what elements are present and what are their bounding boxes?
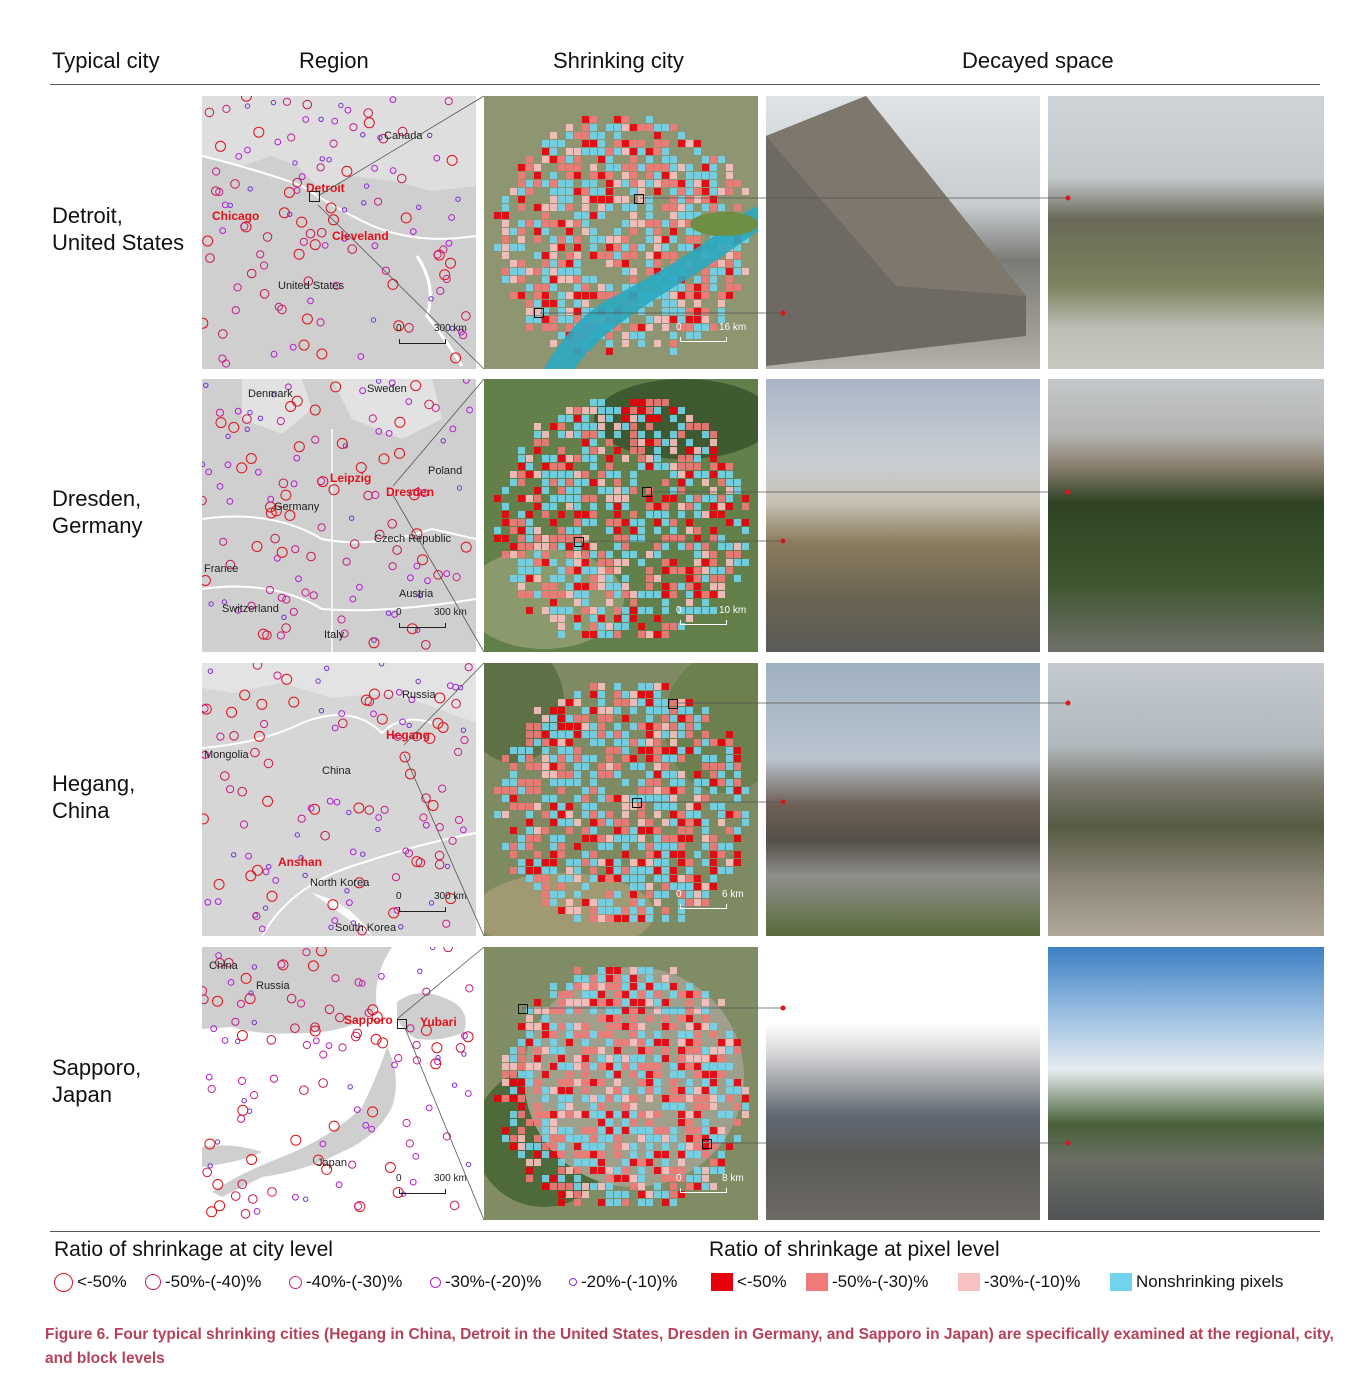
region-label: Russia: [256, 980, 290, 992]
legend-pixel-label: -30%-(-10)%: [984, 1272, 1081, 1291]
legend-city-label: -20%-(-10)%: [581, 1272, 678, 1291]
header-region: Region: [299, 48, 369, 73]
region-label: Poland: [428, 465, 463, 477]
scale-distance: 8 km: [722, 1173, 744, 1184]
scale-distance: 300 km: [434, 323, 467, 334]
region-label: Russia: [402, 689, 436, 701]
legend-city-item: [289, 1272, 402, 1292]
scale-distance: 16 km: [719, 322, 747, 333]
city-label-hegang: Hegang, China: [52, 771, 136, 823]
highlight-city-label: Sapporo: [344, 1013, 393, 1027]
region-label: Canada: [384, 130, 423, 142]
city-label-detroit: Detroit, United States: [52, 203, 185, 255]
header-decayed-space: Decayed space: [962, 48, 1114, 73]
city-label-sapporo: Sapporo, Japan: [52, 1055, 142, 1107]
scale-zero: 0: [396, 323, 402, 334]
region-label: Germany: [274, 501, 320, 513]
legend-rule: [50, 1231, 1320, 1232]
legend-city-item: [569, 1272, 677, 1292]
figure-caption: Figure 6. Four typical shrinking cities (Hegang in China, Detroit in the United States, Dresden in Germany, and Sapporo in Japan) are specifically examined at the regional, city, and block levels: [45, 1326, 1334, 1367]
scale-zero: 0: [396, 607, 402, 618]
circle-marker-icon: [289, 1276, 302, 1289]
legend-pixel-item: [806, 1272, 928, 1292]
legend-city-title: Ratio of shrinkage at city level: [54, 1238, 333, 1261]
legend-city-label: -50%-(-40)%: [165, 1272, 262, 1291]
swatch-icon: [806, 1273, 828, 1291]
region-label: Denmark: [248, 388, 293, 400]
swatch-icon: [1110, 1273, 1132, 1291]
highlight-city-label: Dresden: [386, 485, 435, 499]
scale-zero: 0: [396, 891, 402, 902]
scale-distance: 300 km: [434, 607, 467, 618]
region-label: France: [204, 563, 239, 575]
region-label: United States: [278, 280, 345, 292]
city-label-dresden: Dresden, Germany: [52, 486, 143, 538]
region-label: Mongolia: [204, 749, 249, 761]
region-label: North Korea: [310, 877, 370, 889]
scale-zero: 0: [676, 605, 682, 616]
highlight-city-label: Anshan: [278, 855, 323, 869]
scale-zero: 0: [396, 1173, 402, 1184]
region-label: China: [209, 960, 238, 972]
scale-zero: 0: [676, 322, 682, 333]
header-typical-city: Typical city: [52, 48, 160, 73]
circle-marker-icon: [54, 1273, 73, 1292]
legend-city-label: <-50%: [77, 1272, 127, 1291]
region-label: Italy: [324, 629, 345, 641]
legend-pixel-item: [711, 1272, 787, 1292]
circle-marker-icon: [569, 1278, 577, 1286]
legend-city-item: [54, 1272, 127, 1292]
swatch-icon: [711, 1273, 733, 1291]
circle-marker-icon: [430, 1277, 441, 1288]
highlight-city-label: Yubari: [420, 1015, 457, 1029]
legend-pixel-label: -50%-(-30)%: [832, 1272, 929, 1291]
legend-city-item: [145, 1272, 261, 1292]
legend-city-label: -40%-(-30)%: [306, 1272, 403, 1291]
region-label: South Korea: [335, 922, 397, 934]
highlight-city-label: Detroit: [306, 181, 345, 195]
region-label: Czech Republic: [374, 533, 452, 545]
legend-city-item: [430, 1272, 541, 1292]
region-label: Austria: [399, 588, 434, 600]
scale-distance: 300 km: [434, 1173, 467, 1184]
region-label: Japan: [317, 1157, 347, 1169]
highlight-city-label: Cleveland: [332, 229, 389, 243]
legend-pixel-label: <-50%: [737, 1272, 787, 1291]
scale-zero: 0: [676, 889, 682, 900]
legend-city-label: -30%-(-20)%: [445, 1272, 542, 1291]
highlight-city-label: Leipzig: [330, 471, 372, 485]
region-label: Sweden: [367, 383, 407, 395]
region-label: China: [322, 765, 351, 777]
header-shrinking-city: Shrinking city: [553, 48, 684, 73]
scale-distance: 10 km: [719, 605, 747, 616]
highlight-city-label: Chicago: [212, 209, 260, 223]
swatch-icon: [958, 1273, 980, 1291]
region-label: Switzerland: [222, 603, 279, 615]
legend-pixel-item: [1110, 1272, 1283, 1292]
scale-distance: 300 km: [434, 891, 467, 902]
legend-pixel-label: Nonshrinking pixels: [1136, 1272, 1284, 1291]
scale-distance: 6 km: [722, 889, 744, 900]
circle-marker-icon: [145, 1274, 161, 1290]
legend-pixel-item: [958, 1272, 1080, 1292]
highlight-city-label: Hegang: [386, 728, 431, 742]
scale-zero: 0: [676, 1173, 682, 1184]
legend-pixel-title: Ratio of shrinkage at pixel level: [709, 1238, 1000, 1261]
